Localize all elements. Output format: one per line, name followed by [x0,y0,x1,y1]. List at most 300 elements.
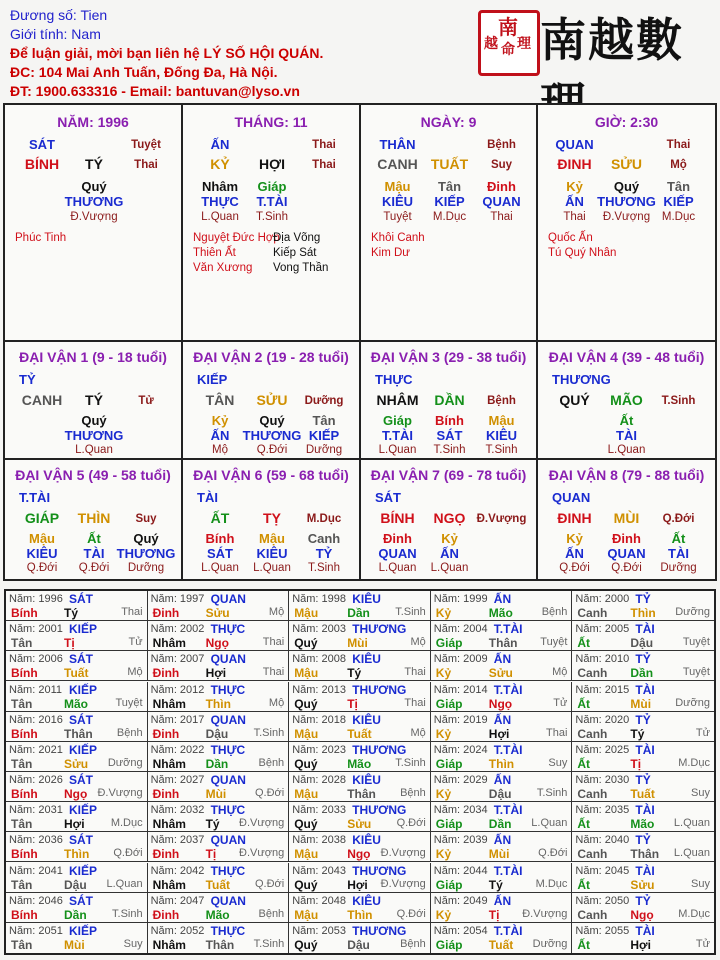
year-star: THỰC [210,863,246,878]
hidden-state: Dưỡng [660,562,697,574]
hidden-star: KIÊU [26,546,58,561]
year-star: KIÊU [352,893,381,908]
hidden-stem: Ất [87,531,101,546]
hidden-state: T.Sinh [485,444,518,456]
year-branch: Thìn [205,696,231,711]
year-label: Năm: 2026 [9,774,63,786]
hidden-state: Dưỡng [127,562,165,574]
year-stem: Quý [294,877,318,892]
hidden-star: THƯƠNG [116,546,176,561]
year-state: M.Dục [678,756,710,769]
year-state: Tử [553,696,568,709]
owner-name: Đương số: Tien [10,7,108,23]
year-star: THƯƠNG [352,923,407,938]
year-stem: Mậu [294,907,319,922]
year-label: Năm: 2011 [9,683,62,696]
year-state: Suy [691,877,710,890]
year-state: Tử [695,726,710,739]
year-stem: Tân [11,696,33,711]
year-label: Năm: 2006 [9,653,63,666]
year-cell [289,742,431,772]
hidden-stem: Mậu [384,179,411,194]
year-state: T.Sinh [253,726,285,739]
year-stem: Kỷ [435,606,452,620]
year-state: Bệnh [258,907,285,920]
year-cell [148,802,290,832]
year-star: KIẾP [69,923,98,938]
year-label: Năm: 2049 [433,894,488,907]
year-branch: Ngọ [488,696,513,711]
year-label: Năm: 2050 [575,894,630,907]
pillar-title: GIỜ: 2:30 [594,114,659,130]
year-label: Năm: 2036 [9,834,63,847]
year-cell [431,923,573,953]
hidden-star: THƯƠNG [64,194,124,209]
hidden-state: Thai [490,211,513,223]
pillar-branch: SỬU [610,156,643,172]
year-branch: Mão [630,817,655,832]
year-state: Q.Đới [396,817,426,830]
pillar-state: Thai [312,139,336,151]
year-star: ẤN [493,592,512,606]
dai-van-cell [538,342,715,460]
year-cell [289,651,431,681]
year-branch: Tý [64,606,79,620]
year-star: T.TÀI [493,682,523,697]
year-label: Năm: 2054 [433,924,488,937]
year-label: Năm: 2052 [150,924,205,937]
year-branch: Mùi [347,636,368,651]
hidden-star: THƯƠNG [242,428,302,443]
year-cell [431,712,573,742]
year-stem: Quý [294,636,318,651]
special-star: Kim Dư [371,247,411,259]
hidden-state: Đ.Vượng [602,211,651,223]
year-label: Năm: 2015 [575,683,630,696]
year-branch: Sửu [205,606,230,620]
year-label: Năm: 2021 [9,743,63,756]
year-cell [148,893,290,923]
year-stem: Tân [11,636,33,651]
year-stem: Giáp [435,636,463,651]
year-star: ẤN [493,893,512,908]
dai-van-state: Bệnh [487,395,516,407]
hidden-state: Thai [563,211,586,223]
year-stem: Ất [577,636,591,651]
year-branch: Thìn [64,847,90,862]
hidden-stem: Kỷ [566,531,583,546]
year-star: THỰC [210,742,246,757]
year-branch: Tị [64,636,75,651]
logo [478,6,714,74]
year-stem: Tân [11,877,33,892]
year-state: Mộ [552,666,568,679]
special-star: Địa Võng [273,232,321,244]
year-star: ẤN [493,773,512,787]
year-star: QUAN [210,773,246,787]
hidden-stem: Giáp [383,413,412,428]
year-cell [572,893,714,923]
dai-van-cell [5,342,183,460]
year-cell [572,682,714,712]
year-branch: Hợi [205,666,227,681]
dai-van-title: ĐẠI VẬN 6 (59 - 68 tuổi) [193,467,349,483]
year-stem: Kỷ [435,907,452,922]
year-branch: Tý [347,666,362,681]
hidden-stem: Quý [259,413,285,428]
pillar-stem: BÍNH [24,156,60,172]
year-cell [148,772,290,802]
year-label: Năm: 2029 [433,774,488,786]
year-branch: Dần [64,907,87,922]
year-star: SÁT [69,833,93,848]
hidden-star: ẤN [440,546,459,561]
year-star: ẤN [493,712,512,727]
year-star: T.TÀI [493,622,523,637]
year-label: Năm: 2008 [292,653,346,666]
pillar-state: Mộ [670,159,687,171]
year-branch: Tị [488,907,500,922]
hidden-stem: Đinh [383,531,412,546]
year-star: TỶ [635,773,651,787]
special-star: Thiên Ất [193,247,236,259]
special-star: Kiếp Sát [273,247,317,259]
year-cell [6,893,148,923]
year-cell [431,863,573,893]
pillar-title: NGÀY: 9 [420,114,477,130]
dai-van-star: TỶ [19,372,36,387]
year-stem: Đinh [152,787,180,801]
year-label: Năm: 2034 [433,804,488,817]
hidden-state: Q.Đới [611,562,642,574]
year-stem: Giáp [435,937,463,952]
hidden-star: QUAN [482,194,521,209]
year-cell [289,712,431,742]
year-state: Q.Đới [254,787,285,799]
dai-van-state: Q.Đới [662,513,695,525]
year-stem: Ất [577,817,591,832]
hidden-stem: Kỷ [211,413,229,428]
dai-van-title: ĐẠI VẬN 3 (29 - 38 tuổi) [370,349,527,365]
dai-van-star: THỰC [375,372,413,387]
year-state: Bệnh [541,606,568,618]
year-branch: Mùi [64,937,85,952]
dai-van-stem: TÂN [205,392,235,408]
year-stem: Quý [294,817,318,832]
hidden-star: KIÊU [381,194,414,209]
year-label: Năm: 1997 [150,593,205,605]
year-state: Tử [695,937,710,950]
hidden-stem: Bính [435,413,464,428]
dai-van-state: Đ.Vượng [476,513,527,525]
year-state: T.Sinh [112,907,143,920]
logo-title: 南越數 [540,13,684,67]
year-label: Năm: 2002 [150,623,205,636]
year-state: L.Quan [531,817,568,830]
year-star: ẤN [493,833,512,848]
year-cell [148,651,290,681]
year-cell [289,621,431,651]
year-star: KIÊU [352,712,381,727]
year-cell [431,742,573,772]
year-star: TỶ [635,592,651,606]
year-label: Năm: 1999 [433,593,488,605]
dai-van-star: KIẾP [197,372,228,387]
year-label: Năm: 2046 [9,894,63,907]
year-label: Năm: 2030 [575,774,630,786]
hidden-stem: Nhâm [201,179,239,194]
special-star: Khôi Canh [371,232,425,244]
dai-van-title: ĐẠI VẬN 5 (49 - 58 tuổi) [15,467,171,483]
year-branch: Dậu [64,877,87,892]
year-cell [6,802,148,832]
pillar-star: QUAN [555,137,594,152]
dai-van-branch: MÃO [610,392,643,408]
year-cell [6,621,148,651]
dai-van-branch: NGỌ [433,510,466,526]
hidden-stem: Quý [133,531,159,546]
year-label: Năm: 2004 [433,623,488,636]
year-cell [148,863,290,893]
hidden-star: T.TÀI [381,428,414,443]
year-state: Bệnh [400,787,426,799]
year-cell [6,591,148,621]
year-stem: Canh [577,726,608,741]
year-label: Năm: 2027 [150,774,205,786]
year-branch: Thân [64,726,93,741]
year-cell [431,591,573,621]
year-branch: Dậu [205,726,229,741]
year-branch: Sửu [488,666,513,681]
year-star: T.TÀI [493,803,523,818]
hidden-stem: Tân [437,179,462,194]
year-label: Năm: 2023 [292,743,346,756]
year-label: Năm: 2035 [575,804,630,817]
special-star: Nguyệt Đức Hợp [193,232,280,244]
year-cell [6,923,148,953]
year-cell [148,591,290,621]
year-star: KIẾP [69,742,98,757]
year-star: THỰC [210,682,246,697]
hidden-stem: Giáp [257,179,287,194]
year-state: Q.Đới [538,847,568,860]
year-cell [431,802,573,832]
hidden-stem: Tân [312,413,336,428]
dai-van-title: ĐẠI VẬN 1 (9 - 18 tuổi) [19,349,167,365]
dai-van-state: Dưỡng [304,395,344,407]
year-branch: Mão [347,756,372,771]
year-star: SÁT [69,712,93,727]
year-stem: Mậu [294,666,319,681]
year-star: QUAN [210,893,246,908]
year-star: KIÊU [352,773,381,787]
year-cell [148,621,290,651]
pillar-stem: CANH [377,156,418,172]
year-label: Năm: 2020 [575,713,630,726]
year-branch: Dần [347,606,370,620]
year-state: Thai [262,666,285,679]
hidden-stem: Quý [81,179,107,194]
year-state: Thai [545,726,568,739]
dai-van-star: QUAN [552,490,591,505]
pillar-state: Thai [312,159,336,171]
pillar-state: Thai [666,139,691,151]
year-branch: Tuất [488,937,514,952]
year-star: SÁT [69,893,93,908]
hidden-stem: Mậu [259,531,285,546]
year-stem: Canh [577,847,608,862]
year-cell [6,742,148,772]
year-star: SÁT [69,652,93,667]
year-state: M.Dục [535,877,568,890]
dai-van-stem: CANH [21,392,63,408]
gender: Giới tính: Nam [10,26,101,42]
year-state: T.Sinh [253,937,285,950]
hidden-star: TÀI [616,428,637,443]
pillar-branch: TÝ [85,156,103,172]
year-cell [431,772,573,802]
hidden-star: T.TÀI [256,194,288,209]
year-star: KIẾP [69,622,98,637]
year-state: Đ.Vượng [380,877,426,890]
year-star: THƯƠNG [352,682,407,697]
hidden-star: SÁT [207,546,233,561]
hidden-state: L.Quan [378,562,417,574]
year-star: THỰC [210,923,246,938]
year-state: Suy [123,937,143,950]
year-branch: Thìn [347,907,373,922]
year-branch: Sửu [630,877,655,892]
year-branch: Thìn [630,606,656,620]
year-star: TỶ [635,652,651,667]
year-state: Q.Đới [396,907,426,920]
year-state: Tuyệt [115,696,143,709]
year-label: Năm: 2038 [292,834,346,847]
dai-van-title: ĐẠI VẬN 8 (79 - 88 tuổi) [548,467,705,483]
dai-van-branch: TỴ [263,510,281,526]
year-branch: Mão [64,696,88,711]
year-stem: Kỷ [435,847,452,862]
year-cell [148,682,290,712]
year-cell [289,832,431,862]
year-label: Năm: 2001 [9,623,63,636]
year-state: Đ.Vượng [522,907,568,920]
year-star: THƯƠNG [352,622,407,637]
year-cell [6,682,148,712]
pillar-title: NĂM: 1996 [57,114,129,130]
special-star: Phúc Tinh [15,232,67,244]
year-label: Năm: 2003 [292,623,346,636]
year-label: Năm: 2051 [9,924,63,937]
year-branch: Thân [488,636,518,651]
year-branch: Tuất [630,787,655,801]
pillar-cell [361,105,538,342]
year-stem: Bính [11,666,38,681]
year-label: Năm: 2000 [575,593,630,605]
year-cell [6,832,148,862]
year-branch: Dậu [630,636,654,651]
year-stem: Kỷ [435,666,452,681]
hidden-state: L.Quan [201,562,239,574]
year-state: Bệnh [116,726,143,739]
year-stem: Canh [577,666,608,681]
year-cell [572,772,714,802]
year-cell [148,923,290,953]
year-stem: Canh [577,787,608,801]
year-label: Năm: 2044 [433,864,488,877]
pillar-state: Tuyệt [131,139,161,151]
year-label: Năm: 2025 [575,743,630,756]
year-state: Thai [404,666,426,679]
year-cell [148,712,290,742]
year-star: KIÊU [352,833,381,848]
year-label: Năm: 2031 [9,804,63,817]
year-cell [572,742,714,772]
year-star: QUAN [210,652,246,667]
year-star: TÀI [635,742,655,757]
year-stem: Đinh [152,666,180,681]
year-stem: Nhâm [152,636,186,651]
year-state: Dưỡng [675,606,710,618]
year-state: Suy [548,756,568,769]
year-stem: Nhâm [152,756,186,771]
pillar-state: Thai [134,159,158,171]
year-state: T.Sinh [395,606,426,618]
dai-van-stem: GIÁP [24,510,60,526]
pillar-state: Bệnh [487,139,516,151]
year-state: T.Sinh [536,787,568,799]
year-stem: Tân [11,756,33,771]
dai-van-stem: BÍNH [380,510,415,526]
year-state: Dưỡng [107,756,143,769]
year-state: Đ.Vượng [239,847,285,860]
year-star: TỶ [635,893,651,908]
hidden-stem: Đinh [487,179,516,194]
year-state: Q.Đới [113,847,143,860]
year-branch: Ngọ [630,907,654,922]
year-state: Đ.Vượng [239,817,285,830]
year-state: Đ.Vượng [97,787,143,799]
year-state: T.Sinh [395,756,426,769]
year-stem: Canh [577,606,608,620]
year-cell [572,712,714,742]
dai-van-state: T.Sinh [661,395,696,407]
year-cell [572,651,714,681]
year-branch: Dậu [488,787,512,801]
year-stem: Kỷ [435,787,452,801]
year-cell [431,893,573,923]
year-cell [289,893,431,923]
year-stem: Ất [577,696,591,711]
hidden-stem: Kỷ [441,531,458,546]
year-branch: Mùi [488,847,510,862]
year-stem: Nhâm [152,696,186,711]
year-star: SÁT [69,773,93,787]
year-star: KIẾP [69,803,98,818]
year-state: Suy [691,787,710,799]
year-branch: Sửu [347,817,372,832]
year-state: Mộ [410,726,426,739]
year-label: Năm: 2047 [150,894,205,907]
year-cell [431,832,573,862]
year-stem: Bính [11,787,38,801]
dai-van-stem: ẤT [210,510,230,526]
year-state: Q.Đới [254,877,285,890]
year-stem: Đinh [152,847,180,862]
dai-van-cell [183,460,361,579]
year-stem: Đinh [152,726,180,741]
year-branch: Tị [347,696,358,711]
